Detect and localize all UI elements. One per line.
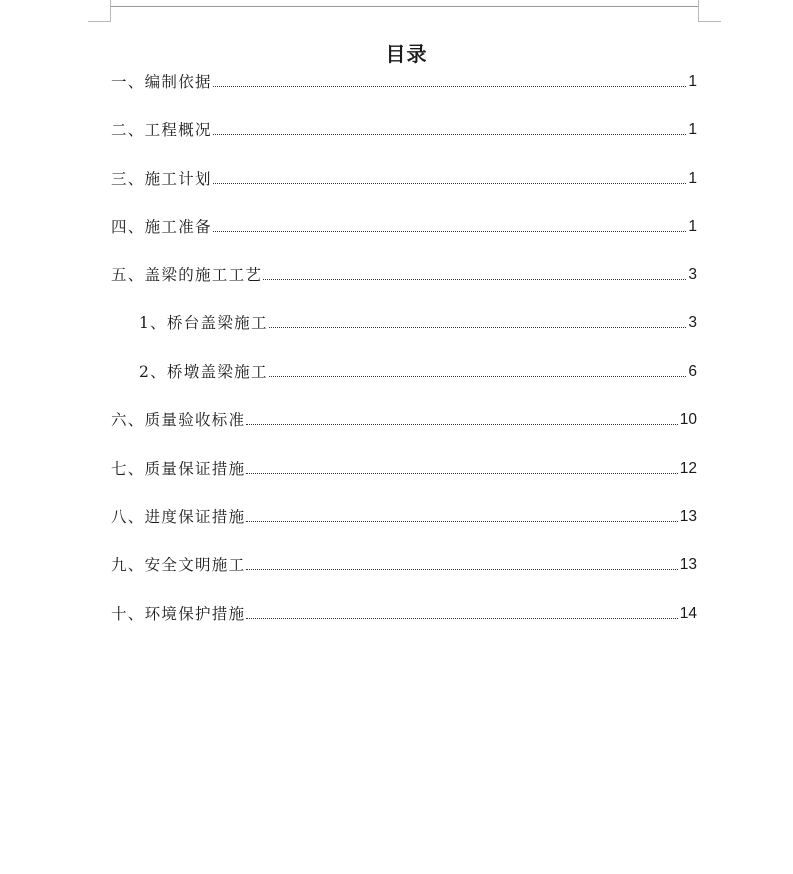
toc-entry-text: 十、环境保护措施: [111, 605, 246, 623]
toc-page-number: 12: [679, 460, 697, 477]
toc-entry-7[interactable]: [111, 457, 697, 481]
toc-dot-leader: [246, 520, 677, 522]
toc-page-number: 1: [688, 218, 697, 235]
toc-page-number: 3: [688, 266, 697, 283]
toc-entry-5-2[interactable]: [139, 360, 697, 384]
toc-entry-10[interactable]: [111, 602, 697, 626]
toc-page-number: 13: [679, 556, 697, 573]
toc-entry-text: 八、进度保证措施: [111, 508, 246, 526]
toc-page-number: 1: [688, 73, 697, 90]
toc-entry-3[interactable]: [111, 167, 697, 191]
toc-dot-leader: [263, 278, 686, 280]
header-rule: [111, 6, 698, 7]
toc-entry-text: 二、工程概况: [111, 121, 212, 139]
toc-page-number: 10: [679, 411, 697, 428]
toc-dot-leader: [213, 85, 687, 87]
toc-dot-leader: [213, 133, 687, 135]
toc-page-number: 1: [688, 121, 697, 138]
toc-dot-leader: [246, 568, 677, 570]
toc-entry-text: 三、施工计划: [111, 170, 212, 188]
toc-entry-8[interactable]: [111, 505, 697, 529]
toc-page-number: 3: [688, 314, 697, 331]
toc-entry-1[interactable]: [111, 70, 697, 94]
toc-entry-text: 四、施工准备: [111, 218, 212, 236]
toc-dot-leader: [213, 230, 687, 232]
toc-page-number: 14: [679, 605, 697, 622]
toc-entry-text: 九、安全文明施工: [111, 556, 246, 574]
toc-entry-4[interactable]: [111, 215, 697, 239]
toc-dot-leader: [246, 423, 677, 425]
toc-entry-text: 七、质量保证措施: [111, 460, 246, 478]
toc-entry-text: 1、桥台盖梁施工: [139, 314, 268, 332]
toc-dot-leader: [269, 375, 687, 377]
toc-dot-leader: [246, 472, 677, 474]
toc-page-number: 6: [688, 363, 697, 380]
toc-entry-9[interactable]: [111, 553, 697, 577]
toc-dot-leader: [213, 182, 687, 184]
toc-entry-text: 2、桥墩盖梁施工: [139, 363, 268, 381]
toc-entry-2[interactable]: [111, 118, 697, 142]
toc-entry-5-1[interactable]: [139, 311, 697, 335]
toc-dot-leader: [269, 326, 687, 328]
crop-mark-top-left: [88, 0, 111, 22]
crop-mark-top-right: [698, 0, 721, 22]
toc-entry-5[interactable]: [111, 263, 697, 287]
toc-dot-leader: [246, 617, 677, 619]
toc-entry-text: 一、编制依据: [111, 73, 212, 91]
toc-entry-text: 六、质量验收标准: [111, 411, 246, 429]
toc-entry-6[interactable]: [111, 408, 697, 432]
toc-page-number: 1: [688, 170, 697, 187]
toc-entry-text: 五、盖梁的施工工艺: [111, 266, 263, 284]
toc-page-number: 13: [679, 508, 697, 525]
toc-title: 目录: [385, 42, 428, 66]
